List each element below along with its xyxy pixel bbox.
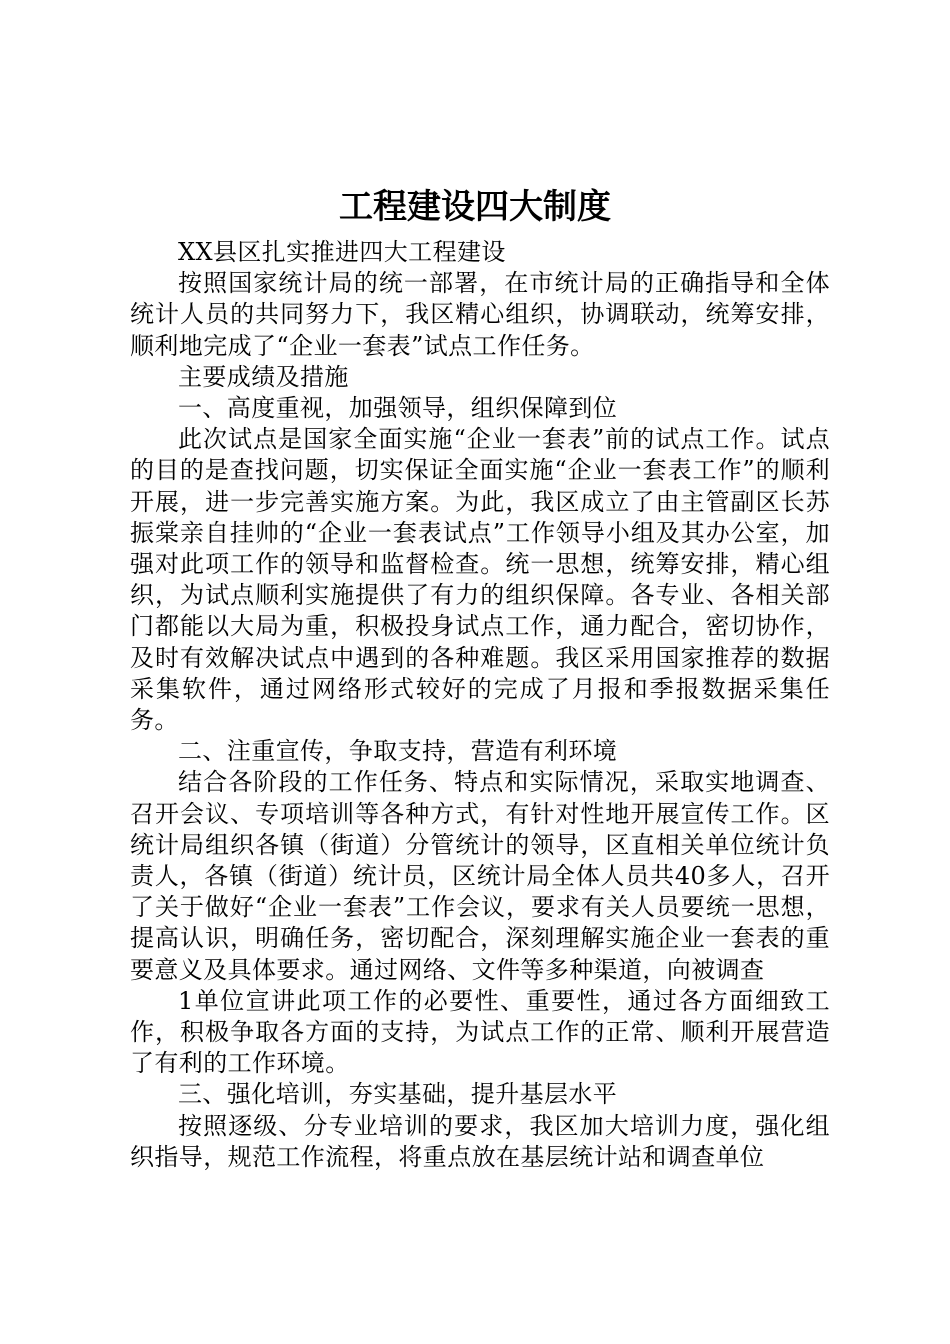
paragraph-intro: 按照国家统计局的统一部署，在市统计局的正确指导和全体统计人员的共同努力下，我区精心组织，协调联动，统筹安排，顺利地完成了“企业一套表”试点工作任务。 — [130, 269, 830, 360]
paragraph-section-2: 结合各阶段的工作任务、特点和实际情况，采取实地调查、召开会议、专项培训等各种方式，有针对性地开展宣传工作。区统计局组织各镇（街道）分管统计的领导，区直相关单位统计负责人，各镇（街道）统计员，区统计局全体人员共40多人，召开了关于做好“企业一套表”工作会议，要求有关人员要统一思想，提高认识，明确任务，密切配合，深刻理解实施企业一套表的重要意义及具体要求。通过网络、文件等多种渠道，向被调查 — [130, 768, 830, 984]
paragraph-section-1: 此次试点是国家全面实施“企业一套表”前的试点工作。试点的目的是查找问题，切实保证全面实施“企业一套表工作”的顺利开展，进一步完善实施方案。为此，我区成立了由主管副区长苏振棠亲自挂帅的“企业一套表试点”工作领导小组及其办公室，加强对此项工作的领导和监督检查。统一思想，统筹安排，精心组织，为试点顺利实施提供了有力的组织保障。各专业、各相关部门都能以大局为重，积极投身试点工作，通力配合，密切协作，及时有效解决试点中遇到的各种难题。我区采用国家推荐的数据采集软件，通过网络形式较好的完成了月报和季报数据采集任务。 — [130, 425, 830, 735]
paragraph-heading-achievements: 主要成绩及措施 — [178, 362, 349, 391]
paragraph-subtitle: XX县区扎实推进四大工程建设 — [178, 238, 506, 266]
document-body — [130, 237, 830, 1173]
section-heading-2: 二、注重宣传，争取支持，营造有利环境 — [178, 737, 618, 766]
paragraph-section-3: 按照逐级、分专业培训的要求，我区加大培训力度，强化组织指导，规范工作流程，将重点放在基层统计站和调查单位 — [130, 1111, 830, 1171]
section-heading-1: 一、高度重视，加强领导，组织保障到位 — [178, 394, 618, 423]
section-heading-3: 三、强化培训，夯实基础，提升基层水平 — [178, 1080, 618, 1109]
document-title: 工程建设四大制度 — [339, 187, 611, 227]
paragraph-section-2-continued: 1单位宣讲此项工作的必要性、重要性，通过各方面细致工作，积极争取各方面的支持，为试点工作的正常、顺利开展营造了有利的工作环境。 — [130, 986, 830, 1078]
